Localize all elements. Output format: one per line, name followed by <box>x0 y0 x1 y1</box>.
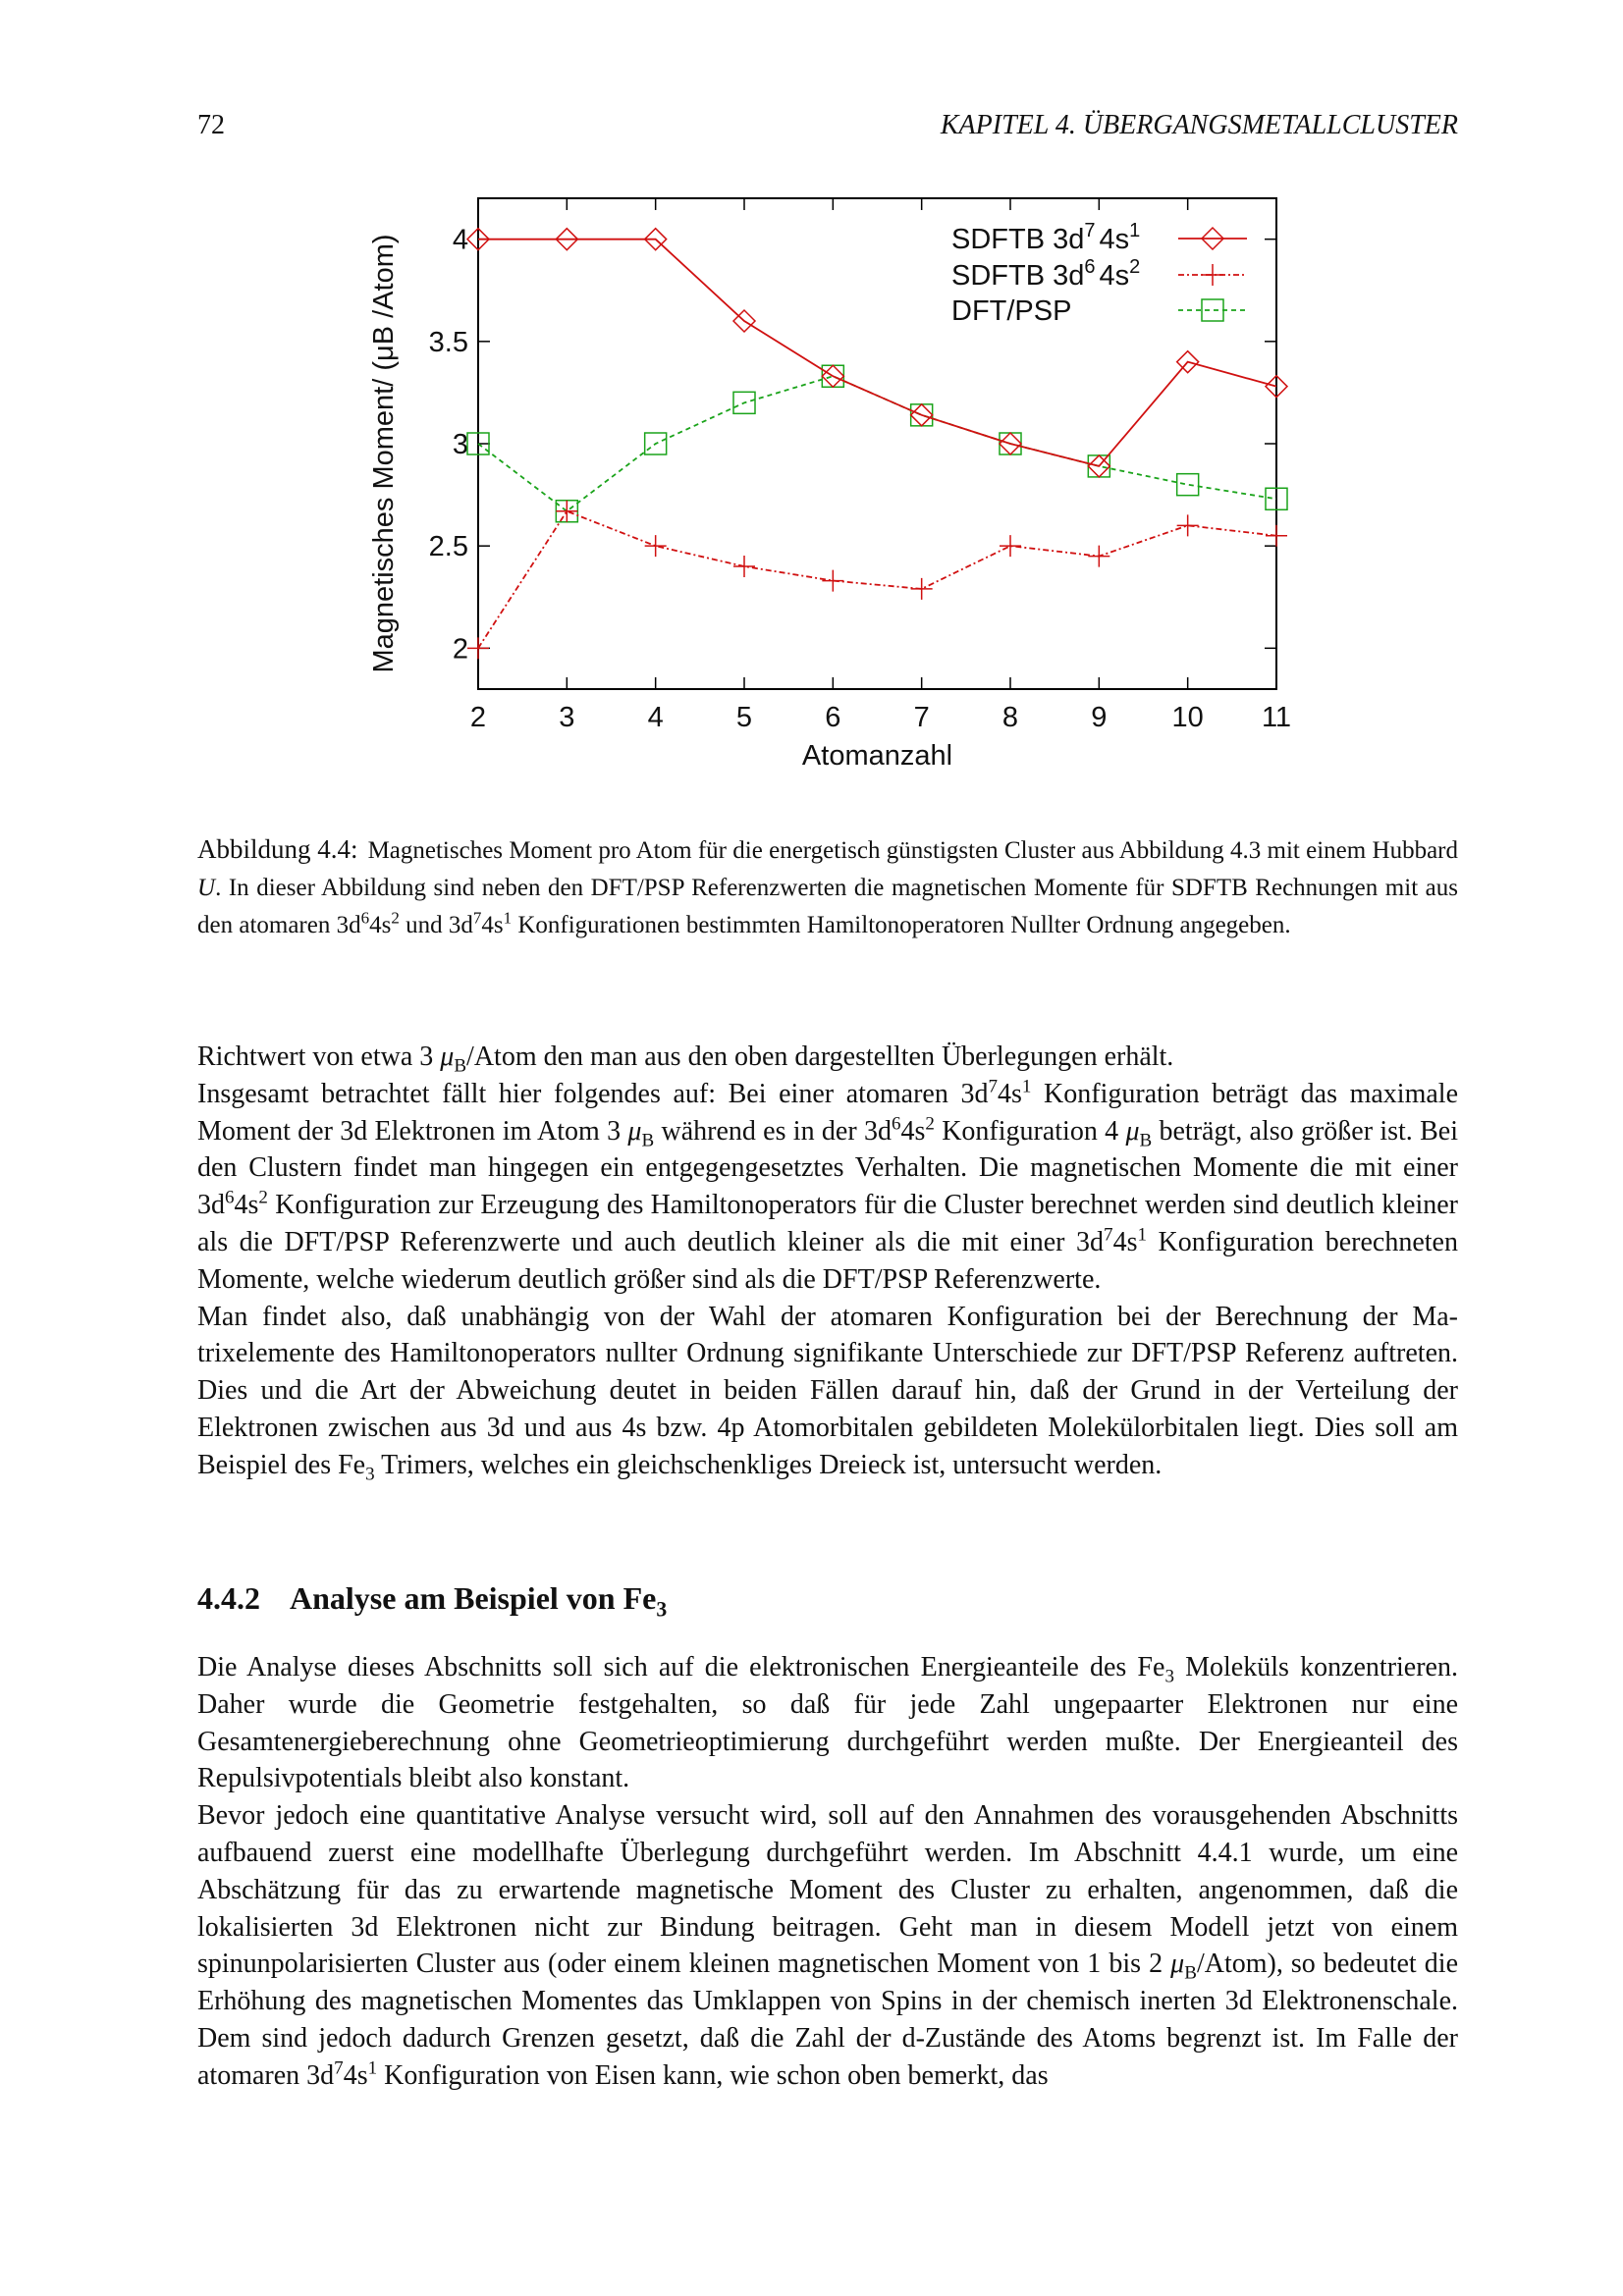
legend-label <box>951 220 1140 255</box>
chapter-title: KAPITEL 4. ÜBERGANGSMETALLCLUSTER <box>940 110 1458 140</box>
subscript: B <box>454 1055 467 1077</box>
data-point <box>467 637 489 659</box>
text-run: 4s <box>369 912 392 938</box>
text-run: Man findet also, daß unabhängig von der Wahl der atomaren Konfiguration bei der Berechnung der Matrixelemente des Hamiltonoperators nullter Ordnung signifikante Unterschiede zur DFT/PSP Referenz auftreten. Dies und die Art der Abweichung deutet in beiden Fällen darauf hin, daß der Grund in der Verteilung der Elektronen zwischen aus 3d und aus 4s bzw. 4p Atomorbitalen gebildeten Molekülorbitalen liegt. Dies soll am Beispiel des Fe <box>197 1301 1458 1480</box>
superscript: 1 <box>367 2057 378 2079</box>
text-run: Die Analyse dieses Abschnitts soll sich auf die elektronischen Energieanteile des Fe <box>197 1652 1165 1682</box>
y-tick-label: 3.5 <box>428 326 468 358</box>
subscript: B <box>1139 1130 1153 1151</box>
magnetic-moment-chart <box>0 0 1623 805</box>
data-point <box>822 570 843 592</box>
legend-label-part: 6 <box>1084 256 1096 278</box>
superscript: 7 <box>334 2057 344 2079</box>
data-point <box>911 578 933 600</box>
superscript: 6 <box>225 1187 235 1208</box>
x-tick-label: 11 <box>1261 702 1292 733</box>
text-run: Trimers, welches ein gleichschenkliges Dreieck ist, untersucht werden. <box>374 1449 1163 1480</box>
x-tick-label: 6 <box>825 702 841 733</box>
text-run: 4s <box>998 1078 1022 1109</box>
data-point <box>733 556 755 577</box>
text-run: beträgt, also größer ist. Bei den Clustern findet man hingegen ein entgegengesetztes Verhalten. Die magnetischen Momente die mit einer 3d <box>197 1115 1458 1221</box>
legend-label-part: SDFTB 3d <box>951 224 1085 255</box>
x-tick-label: 8 <box>1001 702 1019 733</box>
legend-label-part: 7 <box>1084 220 1096 241</box>
body-text-section-2 <box>197 1649 1458 2095</box>
plot-frame <box>478 198 1276 689</box>
text-run: Magnetisches Moment pro Atom für die energetisch günstigsten Cluster aus Abbildung 4.3 mit einem Hubbard <box>367 837 1458 864</box>
italic-symbol: μ <box>1125 1115 1140 1147</box>
superscript: 2 <box>925 1113 935 1135</box>
superscript: 7 <box>1104 1224 1113 1246</box>
y-tick-label: 4 <box>452 224 468 256</box>
body-text-section-1 <box>197 1039 1458 1484</box>
superscript: 2 <box>258 1187 268 1208</box>
page-number: 72 <box>197 110 225 140</box>
x-tick-label: 9 <box>1091 702 1108 733</box>
x-tick-label: 4 <box>647 702 664 733</box>
x-tick-label: 2 <box>469 702 487 733</box>
text-run: Moleküls konzentrieren. Daher wurde die Geometrie festgehalten, so daß für jede Zahl ungepaarter Elektronen nur eine Gesamtenergieberechnung ohne Geometrieoptimierung durchgeführt werden mußte. Der Energieanteil des Repulsivpotentials bleibt also konstant. <box>197 1652 1458 1794</box>
series-line-1 <box>478 240 1276 466</box>
subscript: 3 <box>656 1597 668 1622</box>
text-run: 4s <box>1112 1226 1138 1257</box>
legend-marker <box>1202 264 1223 286</box>
paragraph <box>197 1076 1458 1299</box>
subscript: 3 <box>365 1464 375 1485</box>
text-run: Konfiguration von Eisen kann, wie schon oben bemerkt, das <box>377 2059 1049 2091</box>
text-run: Analyse am Beispiel von Fe <box>290 1580 657 1616</box>
data-point <box>556 501 577 522</box>
text-run: Konfiguration beträgt das maximale Moment der 3d Elektronen im Atom 3 <box>197 1078 1458 1147</box>
text-run: Richtwert von etwa 3 <box>197 1041 441 1072</box>
text-run: und 3d <box>399 912 473 938</box>
subscript: B <box>1184 1962 1197 1984</box>
section-heading <box>197 1580 668 1622</box>
text-run: während es in der 3d <box>654 1115 892 1147</box>
italic-symbol: μ <box>440 1041 455 1072</box>
legend-label-part: SDFTB 3d <box>951 260 1085 292</box>
paragraph <box>197 1039 1458 1076</box>
text-run: /Atom), so bedeutet die Erhöhung des magnetischen Momentes das Umklappen von Spins in der chemisch inerten 3d Elektronenschale. Dem sind jedoch dadurch Grenzen gesetzt, daß die Zahl der d-Zustände des Atoms begrenzt ist. Im Falle der atomaren 3d <box>197 1949 1458 2091</box>
y-tick-label: 2.5 <box>428 531 468 563</box>
text-run: Konfiguration 4 <box>934 1115 1126 1147</box>
text-run: 4s <box>900 1115 926 1147</box>
italic-symbol: μ <box>627 1115 642 1147</box>
data-point <box>645 535 667 557</box>
text-run: Konfigurationen bestimmten Hamiltonoperatoren Nullter Ordnung angegeben. <box>512 912 1291 938</box>
superscript: 2 <box>391 908 400 928</box>
legend-label-part: 2 <box>1129 256 1141 278</box>
italic-symbol: μ <box>1170 1949 1185 1980</box>
section-title <box>290 1580 668 1622</box>
section-number: 4.4.2 <box>197 1580 260 1616</box>
text-run: Bevor jedoch eine quantitative Analyse versucht wird, soll auf den Annahmen des vorausgehenden Abschnitts aufbauend zuerst eine modellhafte Überlegung durchgeführt werden. Im Abschnitt 4.4.1 wurde, um eine Abschätzung für das zu erwartende magnetische Moment des Cluster zu erhalten, angenommen, daß die lokalisierten 3d Elektronen nicht zur Bindung beitragen. Geht man in diesem Modell jetzt von einem spinunpolarisierten Cluster aus (oder einem kleinen magnetischen Moment von 1 bis 2 <box>197 1800 1458 1980</box>
data-point <box>1088 546 1109 567</box>
data-point <box>1177 514 1199 536</box>
text-run: 4s <box>481 912 504 938</box>
superscript: 7 <box>472 908 482 928</box>
text-run: Insgesamt betrachtet fällt hier folgendes auf: Bei einer atomaren 3d <box>197 1078 989 1109</box>
y-tick-label: 3 <box>452 429 468 460</box>
data-point <box>1177 474 1199 496</box>
x-tick-label: 7 <box>913 702 930 733</box>
data-point <box>1000 535 1021 557</box>
text-run: 4s <box>234 1190 259 1221</box>
superscript: 1 <box>503 908 513 928</box>
superscript: 7 <box>988 1076 998 1097</box>
legend-label-part: DFT/PSP <box>951 295 1072 327</box>
series-line-2 <box>478 511 1276 649</box>
superscript: 1 <box>1137 1224 1147 1246</box>
italic-symbol: U <box>197 875 216 901</box>
x-tick-label: 10 <box>1171 702 1204 733</box>
legend-label-part: 1 <box>1129 220 1141 241</box>
legend-label-part: 4s <box>1099 260 1130 292</box>
y-axis-label: Magnetisches Moment/ (μB /Atom) <box>368 234 400 673</box>
figure-caption <box>197 830 1458 944</box>
x-tick-label: 5 <box>735 702 753 733</box>
text-run: . In dieser Abbildung sind neben den DFT/PSP Referenzwerten die magnetischen Momente für SDFTB Rechnungen mit aus den atomaren 3d <box>197 875 1458 938</box>
legend-label <box>951 256 1140 292</box>
legend-label <box>951 295 1071 327</box>
superscript: 6 <box>360 908 370 928</box>
y-tick-label: 2 <box>452 633 468 666</box>
x-tick-label: 3 <box>559 702 575 733</box>
superscript: 1 <box>1021 1076 1032 1097</box>
text-run: Konfiguration zur Erzeugung des Hamiltonoperators für die Cluster berechnet werden sind deutlich kleiner als die DFT/PSP Referenzwerte und auch deutlich kleiner als die mit einer 3d <box>197 1190 1458 1257</box>
data-point <box>1266 525 1287 547</box>
paragraph <box>197 1649 1458 1797</box>
superscript: 6 <box>891 1113 901 1135</box>
text-run: Konfiguration berechneten Momente, welche wiederum deutlich größer sind als die DFT/PSP Referenzwerte. <box>197 1226 1458 1295</box>
x-axis-label: Atomanzahl <box>801 740 953 772</box>
subscript: B <box>641 1130 655 1151</box>
subscript: 3 <box>1164 1666 1174 1687</box>
caption-label: Abbildung 4.4: <box>197 834 358 864</box>
text-run: 4s <box>343 2059 368 2091</box>
paragraph <box>197 1299 1458 1484</box>
caption-text <box>197 837 1458 938</box>
text-run: /Atom den man aus den oben dargestellten Überlegungen erhält. <box>466 1041 1174 1072</box>
legend-label-part: 4s <box>1099 224 1130 255</box>
paragraph <box>197 1797 1458 2094</box>
